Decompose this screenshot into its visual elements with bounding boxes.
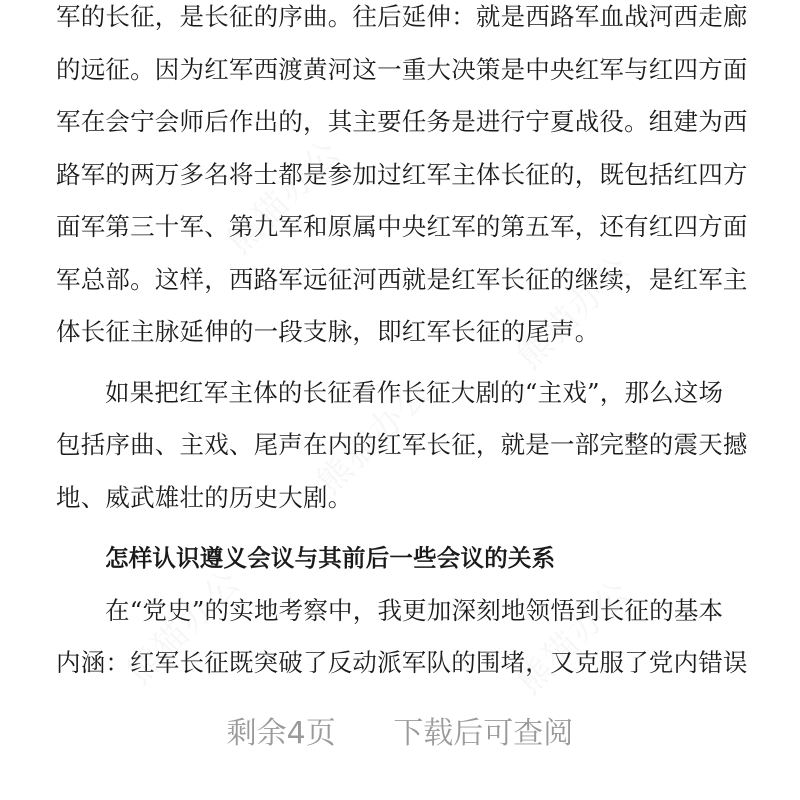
paragraph-line: 在“党史”的实地考察中，我更加深刻地领悟到长征的基本 <box>105 595 724 625</box>
paragraph-line: 体长征主脉延伸的一段支脉，即红军长征的尾声。 <box>56 317 600 346</box>
paragraph-line: 包括序曲、主戏、尾声在内的红军长征，就是一部完整的震天撼 <box>56 430 748 459</box>
watermark: 熊猫办公 <box>309 371 440 503</box>
download-prompt-label[interactable]: 下载后可查阅 <box>393 716 574 751</box>
watermark: 熊猫办公 <box>509 571 640 703</box>
watermark: 熊猫办公 <box>219 131 350 263</box>
document-body <box>56 0 748 693</box>
remaining-pages-label: 剩余4页 <box>226 716 336 751</box>
paragraph-line: 的远征。因为红军西渡黄河这一重大决策是中央红军与红四方面 <box>56 54 748 84</box>
paragraph-line: 内涵：红军长征既突破了反动派军队的围堵，又克服了党内错误 <box>56 648 748 677</box>
download-banner[interactable] <box>0 708 800 752</box>
paragraph-line: 军的长征，是长征的序曲。往后延伸：就是西路军血战河西走廊 <box>56 2 748 31</box>
paragraph-line: 地、威武雄壮的历史大剧。 <box>56 482 353 512</box>
paragraph-line: 面军第三十军、第九军和原属中央红军的第五军，还有红四方面 <box>56 212 748 241</box>
paragraph-line: 路军的两万多名将士都是参加过红军主体长征的，既包括红四方 <box>56 159 748 189</box>
paragraph-line: 军在会宁会师后作出的，其主要任务是进行宁夏战役。组建为西 <box>56 107 748 136</box>
watermark: 熊猫办公 <box>509 246 640 378</box>
paragraph-line: 军总部。这样，西路军远征河西就是红军长征的继续，是红军主 <box>56 264 748 294</box>
watermark: 熊猫办公 <box>119 561 250 693</box>
section-heading: 怎样认识遵义会议与其前后一些会议的关系 <box>105 544 556 572</box>
paragraph-line: 如果把红军主体的长征看作长征大剧的“主戏”，那么这场 <box>105 377 724 407</box>
